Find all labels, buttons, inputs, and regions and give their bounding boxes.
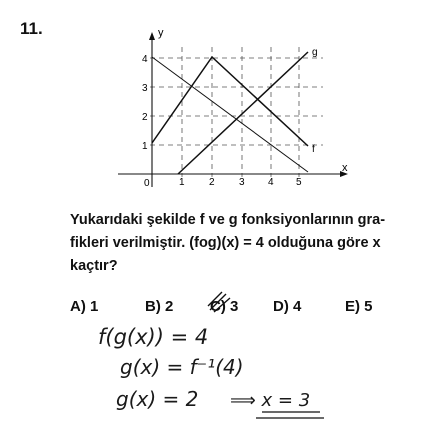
handwriting-line-3-left: g(x) = 2 [116,387,199,411]
choice-c[interactable]: C) 3 [210,298,239,315]
handwriting-line-3-right: ⟹ x = 3 [230,390,311,411]
grid [150,47,323,177]
question-number: 11. [20,19,43,38]
curve-g-label: g [312,47,318,58]
x-tick-2: 2 [209,177,215,188]
y-tick-4: 4 [142,54,148,65]
x-tick-4: 4 [268,177,274,188]
choice-c-scribble [208,292,230,312]
question-line-2: fikleri verilmiştir. (fog)(x) = 4 olduğuna göre x [70,235,381,251]
y-tick-3: 3 [142,83,148,94]
question-text [70,209,420,278]
x-axis-label: x [342,162,348,174]
choice-d[interactable]: D) 4 [273,298,302,315]
choice-b[interactable]: B) 2 [145,298,174,315]
y-tick-1: 1 [142,141,148,152]
curve-f-label: f [312,144,315,155]
question-line-1: Yukarıdaki şekilde f ve g fonksiyonlarının gra- [70,212,386,228]
curve-g [178,52,308,174]
y-axis-arrow [149,32,155,40]
handwriting-line-1: f(g(x)) = 4 [98,325,209,349]
handwriting-line-2: g(x) = f⁻¹(4) [120,355,244,379]
choice-e[interactable]: E) 5 [345,298,373,315]
y-axis-label: y [158,27,164,39]
x-tick-5: 5 [296,177,302,188]
choice-a[interactable]: A) 1 [70,298,99,315]
axes [118,36,344,187]
x-tick-3: 3 [239,177,245,188]
curve-f [152,57,308,146]
y-tick-2: 2 [142,112,148,123]
function-graph [108,22,358,192]
handwritten-solution [80,286,340,426]
x-tick-1: 1 [179,177,185,188]
origin-label: 0 [144,178,150,189]
question-line-3: kaçtır? [70,258,118,274]
